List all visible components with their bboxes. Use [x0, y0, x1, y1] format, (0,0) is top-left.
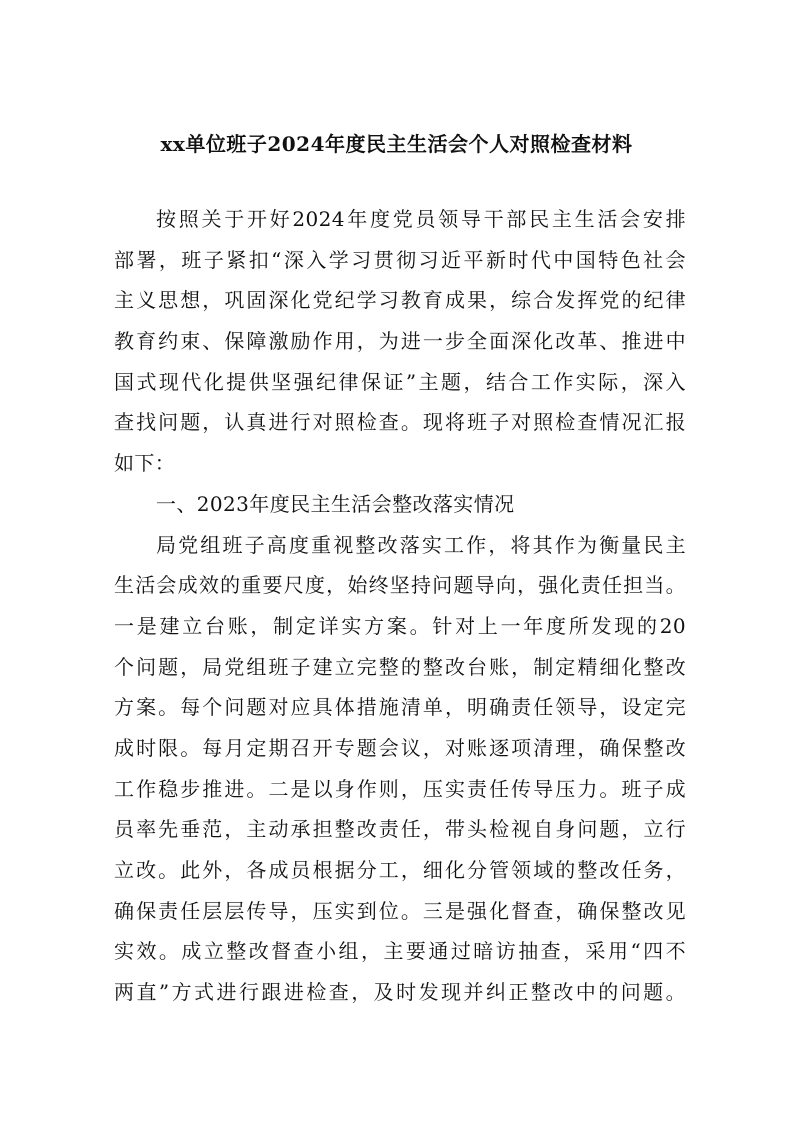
- paragraph-line: 生活会成效的重要尺度，始终坚持问题导向，强化责任担当。: [114, 573, 686, 598]
- paragraph-line: 实效。成立整改督查小组，主要通过暗访抽查，采用“四不: [114, 939, 686, 964]
- paragraph-line: 部署，班子紧扣“深入学习贯彻习近平新时代中国特色社会: [114, 247, 686, 272]
- paragraph-line: 两直”方式进行跟进检查，及时发现并纠正整改中的问题。: [114, 980, 686, 1005]
- paragraph-line: 局党组班子高度重视整改落实工作，将其作为衡量民主: [156, 532, 686, 557]
- paragraph-line: 确保责任层层传导，压实到位。三是强化督查，确保整改见: [114, 898, 686, 923]
- paragraph-line: 工作稳步推进。二是以身作则，压实责任传导压力。班子成: [114, 776, 686, 801]
- paragraph-line: 一是建立台账，制定详实方案。针对上一年度所发现的20: [114, 613, 686, 638]
- section-heading: 一、2023年度民主生活会整改落实情况: [156, 491, 515, 516]
- paragraph-line: 成时限。每月定期召开专题会议，对账逐项清理，确保整改: [114, 735, 686, 760]
- paragraph-line: 教育约束、保障激励作用，为进一步全面深化改革、推进中: [114, 329, 686, 354]
- paragraph-line: 立改。此外，各成员根据分工，细化分管领域的整改任务，: [114, 858, 686, 882]
- paragraph-line: 员率先垂范，主动承担整改责任，带头检视自身问题，立行: [114, 817, 686, 842]
- paragraph-line: 个问题，局党组班子建立完整的整改台账，制定精细化整改: [114, 654, 686, 679]
- paragraph-line: 主义思想，巩固深化党纪学习教育成果，综合发挥党的纪律: [114, 288, 686, 313]
- document-title: xx单位班子2024年度民主生活会个人对照检查材料: [160, 132, 633, 156]
- paragraph-line: 方案。每个问题对应具体措施清单，明确责任领导，设定完: [114, 695, 686, 720]
- paragraph-line: 国式现代化提供坚强纪律保证”主题，结合工作实际，深入: [114, 369, 686, 394]
- paragraph-line: 按照关于开好2024年度党员领导干部民主生活会安排: [156, 207, 686, 231]
- paragraph-line: 如下：: [114, 451, 176, 476]
- paragraph-line: 查找问题，认真进行对照检查。现将班子对照检查情况汇报: [114, 410, 686, 435]
- document-body: [114, 199, 686, 1013]
